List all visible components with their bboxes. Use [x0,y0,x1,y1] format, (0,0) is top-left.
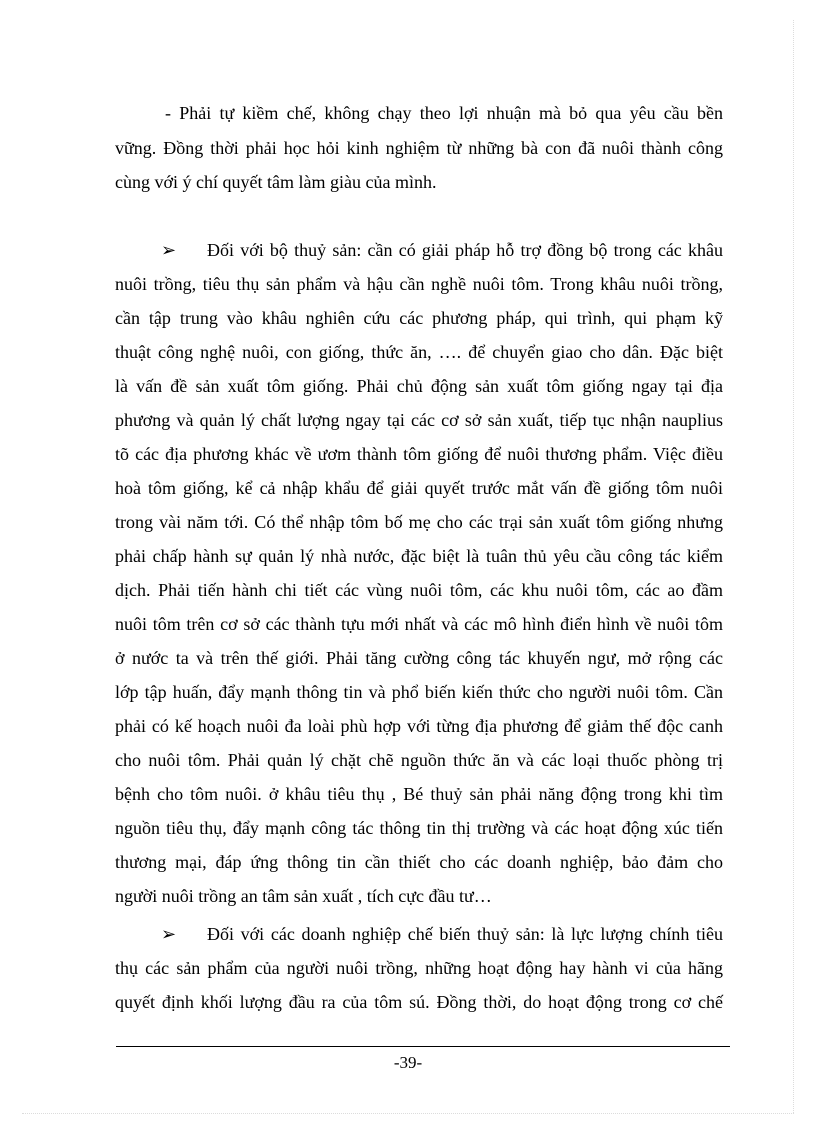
text-line: bệnh cho tôm nuôi. ở khâu tiêu thụ , Bé thuỷ sản phải năng động trong khi tìm [115,784,723,804]
arrow-bullet-icon: ➢ [161,924,177,945]
page-border-right [793,20,794,1113]
text-line: tõ các địa phương khác về ươm thành tôm giống để nuôi thương phẩm. Việc điều [115,444,723,464]
text-line: trong vài năm tới. Có thể nhập tôm bố mẹ cho các trại sản xuất tôm giống nhưng [115,512,723,532]
text-line: nuôi tôm trên cơ sở các thành tựu mới nhất và các mô hình điển hình về nuôi tôm [115,614,723,634]
text-line: cùng với ý chí quyết tâm làm giàu của mình. [115,172,437,192]
text-line [161,922,723,946]
text-line: hoà tôm giống, kể cả nhập khẩu để giải quyết trước mắt vấn đề giống tôm nuôi [115,478,723,498]
text-line: quyết định khối lượng đầu ra của tôm sú. Đồng thời, do hoạt động trong cơ chế [115,992,723,1012]
page-border-bottom [22,1113,794,1114]
text-line: phương và quản lý chất lượng ngay tại các cơ sở sản xuất, tiếp tục nhận nauplius [115,410,723,430]
text-line: thương mại, đáp ứng thông tin cần thiết cho các doanh nghiệp, bảo đảm cho [115,852,723,872]
text-line: thụ các sản phẩm của người nuôi trồng, những hoạt động hay hành vi của hãng [115,958,723,978]
text-line: phải chấp hành sự quản lý nhà nước, đặc biệt là tuân thủ yêu cầu công tác kiểm [115,546,723,566]
text-line: người nuôi trồng an tâm sản xuất , tích cực đầu tư… [115,886,492,906]
text-line: cần tập trung vào khâu nghiên cứu các phương pháp, qui trình, qui phạm kỹ [115,308,723,328]
text-line-content: Đối với các doanh nghiệp chế biến thuỷ sản: là lực lượng chính tiêu [207,924,723,944]
text-line-content: Đối với bộ thuỷ sản: cần có giải pháp hỗ trợ đồng bộ trong các khâu [207,240,723,260]
text-line: phải có kế hoạch nuôi đa loài phù hợp với từng địa phương để giảm thế độc canh [115,716,723,736]
text-line: dịch. Phải tiến hành chi tiết các vùng nuôi tôm, các khu nuôi tôm, các ao đầm [115,580,723,600]
text-line: cho nuôi tôm. Phải quản lý chặt chẽ nguồn thức ăn và các loại thuốc phòng trị [115,750,723,770]
text-line: thuật công nghệ nuôi, con giống, thức ăn, …. để chuyển giao cho dân. Đặc biệt [115,342,723,362]
text-line: vững. Đồng thời phải học hỏi kinh nghiệm từ những bà con đã nuôi thành công [115,138,723,158]
text-line: - Phải tự kiềm chế, không chạy theo lợi nhuận mà bỏ qua yêu cầu bền [165,103,723,123]
text-line: là vấn đề sản xuất tôm giống. Phải chủ động sản xuất tôm giống ngay tại địa [115,376,723,396]
arrow-bullet-icon: ➢ [161,240,177,261]
page-number: -39- [393,1053,423,1072]
text-line: nuôi trồng, tiêu thụ sản phẩm và hậu cần nghề nuôi tôm. Trong khâu nuôi trồng, [115,274,723,294]
footer-rule [116,1046,730,1047]
text-line [161,238,723,262]
text-line: ở nước ta và trên thế giới. Phải tăng cường công tác khuyến ngư, mở rộng các [115,648,723,668]
text-line: lớp tập huấn, đẩy mạnh thông tin và phổ biến kiến thức cho người nuôi tôm. Cần [115,682,723,702]
text-line: nguồn tiêu thụ, đẩy mạnh công tác thông tin thị trường và các hoạt động xúc tiến [115,818,723,838]
